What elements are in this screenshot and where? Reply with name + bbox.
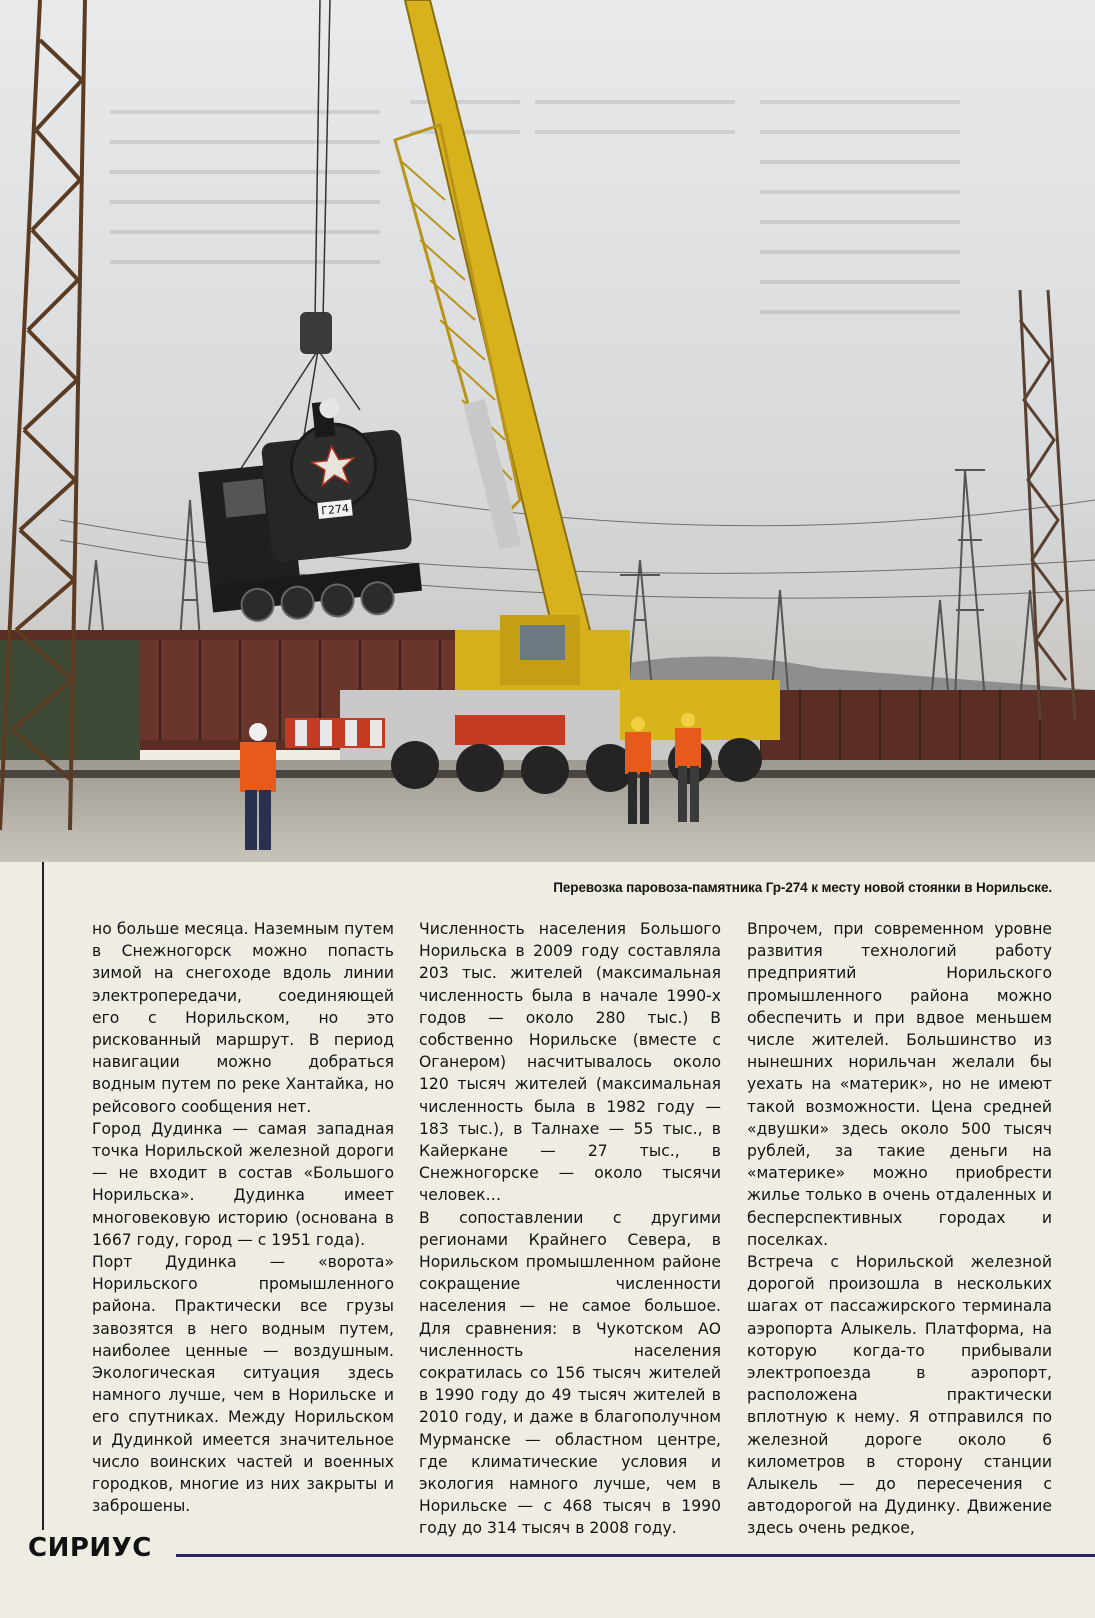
paragraph: Город Дудинка — самая западная точка Норильской железной дороги — не входит в состав «Большого Норильска». Дудинка имеет многовековую историю (основана в 1667 году, город — с 1951 года). [92,1119,394,1249]
paragraph: Встреча с Норильской железной дорогой произошла в нескольких шагах от пассажирского терминала аэропорта Алыкель. Платформа, на которую когда-то прибывали электропоезда в аэропорт, расположена практически вплотную к нему. Я отправился по железной дороге около 6 километров в сторону станции Алыкель — до пересечения с автодорогой на Дудинку. Движение здесь очень редкое, [747,1253,1052,1538]
text-column-2 [419,918,721,1540]
paragraph: Порт Дудинка — «ворота» Норильского промышленного района. Практически все грузы завозятся в него водным путем, наиболее ценные — воздушным. Экологическая ситуация здесь намного лучше, чем в Норильске и его спутниках. Между Норильском и Дудинкой имеется значительное число воинских частей и военных городков, многие из них закрыты и заброшены. [92,1253,394,1516]
footer-rule [176,1554,1095,1557]
paragraph: В сопоставлении с другими регионами Крайнего Севера, в Норильском промышленном районе сокращение численности населения — не самое большое. Для сравнения: в Чукотском АО численность населения сократилась со 156 тысяч жителей в 1990 году до 49 тысяч жителей в 2010 году, и даже в благополучном Мурманске — областном центре, где климатические условия и экология намного лучше, чем в Норильске — с 468 тысяч в 1990 году до 314 тысяч в 2008 году. [419,1208,721,1538]
paragraph: Численность населения Большого Норильска в 2009 году составляла 203 тыс. жителей (максимальная численность была в начале 1990-х годов — около 280 тыс.) В собственно Норильске (вместе с Оганером) насчитывалось около 120 тысяч жителей (максимальная численность была в 1982 году — 183 тыс.), в Талнахе — 55 тыс., в Кайеркане — 27 тыс., в Снежногорске — около тысячи человек… [419,920,721,1205]
photo-caption: Перевозка паровоза-памятника Гр-274 к месту новой стоянки в Норильске. [553,880,1052,895]
text-column-3 [747,918,1052,1540]
magazine-brand: СИРИУС [28,1533,152,1563]
paragraph: но больше месяца. Наземным путем в Снежногорск можно попасть зимой на снегоходе вдоль линии электропередачи, соединяющей его с Норильском, но это рискованный маршрут. В период навигации можно добраться водным путем по реке Хантайка, но рейсового сообщения нет. [92,920,394,1116]
text-column-1 [92,918,394,1517]
photo-frame-line [42,862,44,1530]
locomotive-number-plate: Г274 [320,501,350,518]
paragraph: Впрочем, при современном уровне развития технологий работу предприятий Норильского промышленного района можно обеспечить и при вдвое меньшем числе жителей. Большинство из нынешних норильчан желали бы уехать на «материк», но не имеют такой возможности. Цена средней «двушки» здесь около 500 тысяч рублей, за такие деньги на «материке» можно приобрести жилье только в очень отдаленных и бесперспективных городах и поселках. [747,920,1052,1249]
